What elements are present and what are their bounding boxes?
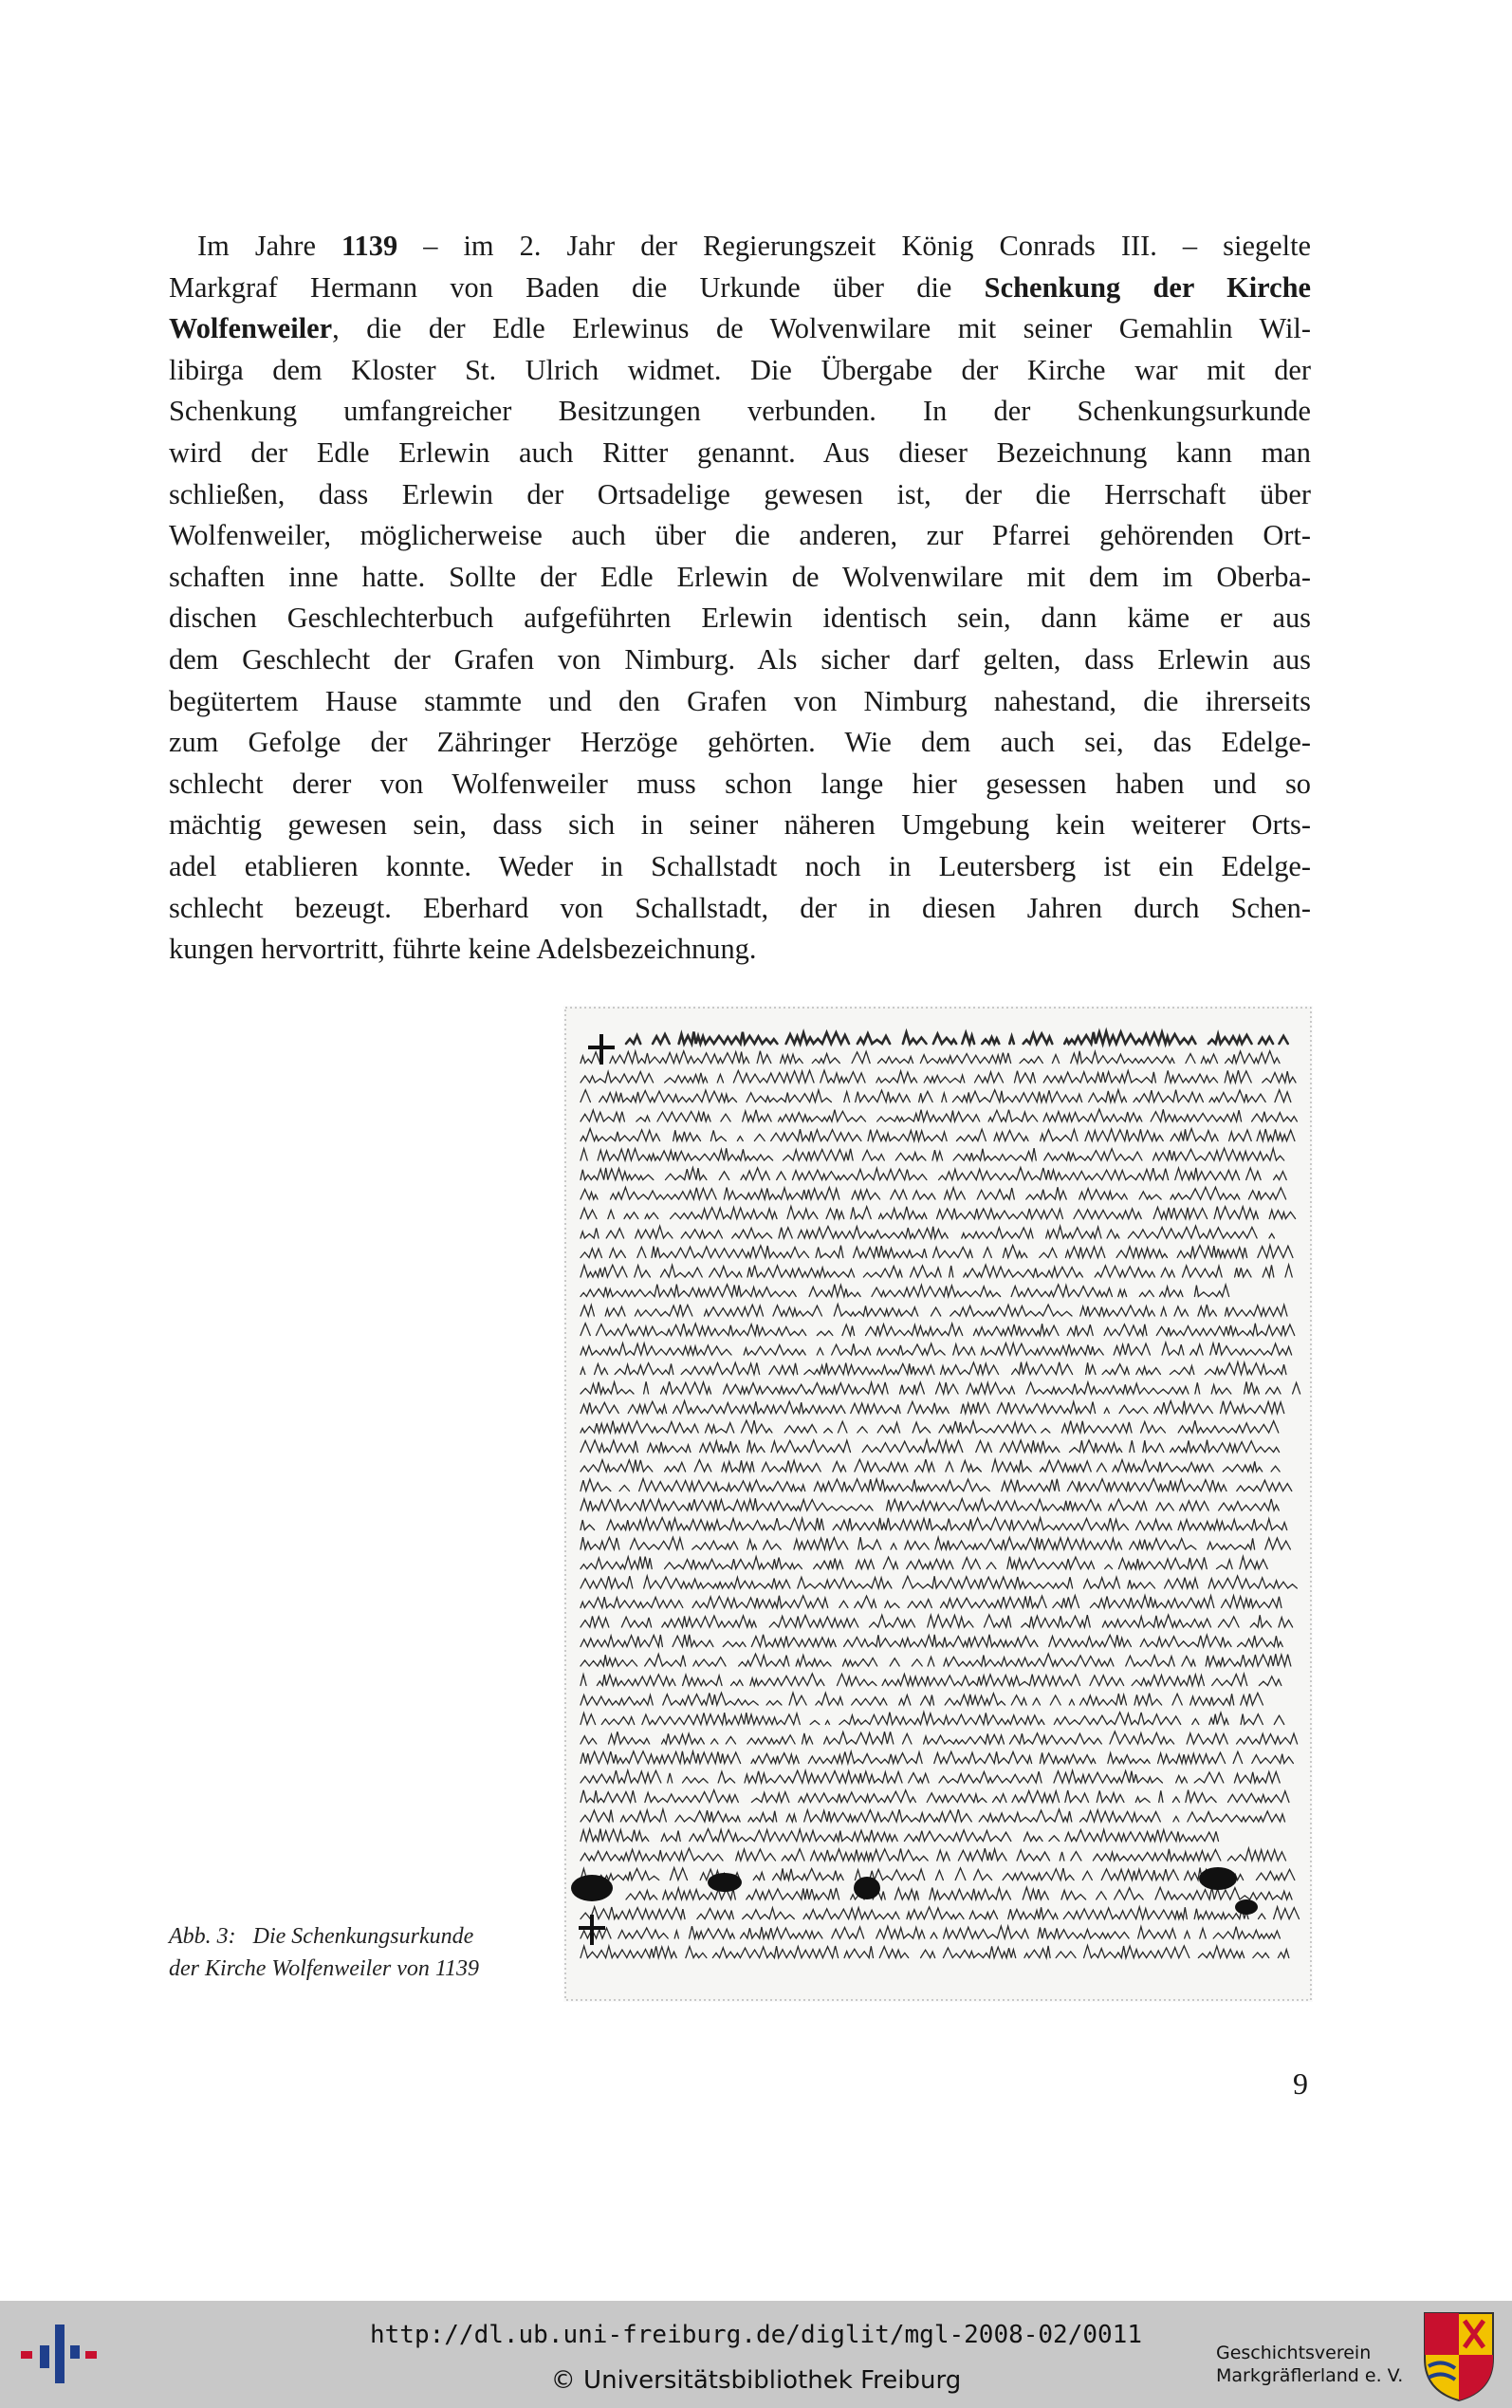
paragraph-line xyxy=(169,433,1311,474)
text-run: Schenkung umfangreicher Besitzungen verbunden. In der Schenkungsurkunde xyxy=(169,395,1311,428)
bold-text-run: Schenkung der Kirche xyxy=(984,270,1311,304)
paragraph-line xyxy=(169,598,1311,639)
paragraph-line xyxy=(169,888,1311,930)
society-line-2: Markgräflerland e. V. xyxy=(1216,2365,1404,2386)
text-run: – im 2. Jahr der Regierungszeit König Conrads III. – siegelte xyxy=(397,230,1311,262)
paragraph-line xyxy=(169,391,1311,433)
footer-url-link[interactable]: http://dl.ub.uni-freiburg.de/diglit/mgl-2008-02/0011 xyxy=(370,2321,1142,2349)
text-run: schaften inne hatte. Sollte der Edle Erlewin de Wolvenwilare mit dem im Oberba- xyxy=(169,560,1311,593)
text-run: zum Gefolge der Zähringer Herzöge gehörten. Wie dem auch sei, das Edelge- xyxy=(169,726,1311,759)
paragraph-line xyxy=(169,515,1311,557)
text-run: libirga dem Kloster St. Ulrich widmet. Die Übergabe der Kirche war mit der xyxy=(169,353,1311,386)
paragraph-line xyxy=(169,764,1311,806)
paragraph-line xyxy=(169,681,1311,723)
manuscript-image xyxy=(563,1006,1313,2002)
caption-line-1: Abb. 3: Die Schenkungsurkunde xyxy=(169,1924,474,1949)
caption-line-2: der Kirche Wolfenweiler von 1139 xyxy=(169,1956,480,1981)
text-run: , die der Edle Erlewinus de Wolvenwilare mit seiner Gemahlin Wil- xyxy=(332,312,1311,345)
text-run: wird der Edle Erlewin auch Ritter genannt. Aus dieser Bezeichnung kann man xyxy=(169,435,1311,469)
text-run: adel etablieren konnte. Weder in Schallstadt noch in Leutersberg ist ein Edelge- xyxy=(169,849,1311,882)
paragraph-line xyxy=(169,639,1311,681)
figure-caption xyxy=(169,1920,548,1985)
text-run: dem Geschlecht der Grafen von Nimburg. Als sicher darf gelten, dass Erlewin aus xyxy=(169,642,1311,676)
bold-text-run: Wolfenweiler xyxy=(169,312,333,345)
paragraph-line xyxy=(169,308,1311,350)
society-line-1: Geschichtsverein xyxy=(1216,2343,1372,2363)
text-run: begütertem Hause stammte und den Grafen von Nimburg nahestand, die ihrerseits xyxy=(169,684,1311,717)
paragraph-line xyxy=(169,268,1311,309)
bold-text-run: 1139 xyxy=(341,230,398,262)
text-run: schließen, dass Erlewin der Ortsadelige gewesen ist, der die Herrschaft über xyxy=(169,477,1311,510)
paragraph-line xyxy=(169,846,1311,888)
coat-of-arms-icon xyxy=(1421,2309,1497,2402)
text-run: schlecht derer von Wolfenweiler muss schon lange hier gesessen haben und so xyxy=(169,767,1311,800)
paragraph-line xyxy=(169,929,1311,971)
paragraph-line xyxy=(169,474,1311,516)
paragraph-line xyxy=(169,557,1311,599)
page-number: 9 xyxy=(1293,2066,1308,2101)
paragraph-line xyxy=(169,226,1311,268)
text-run: schlecht bezeugt. Eberhard von Schallstadt, der in diesen Jahren durch Schen- xyxy=(169,891,1311,924)
paragraph-line xyxy=(169,350,1311,392)
text-run: mächtig gewesen sein, dass sich in seiner näheren Umgebung kein weiterer Orts- xyxy=(169,808,1311,842)
text-run: kungen hervortritt, führte keine Adelsbezeichnung. xyxy=(169,933,757,966)
text-run: Wolfenweiler, möglicherweise auch über die anderen, zur Pfarrei gehörenden Ort- xyxy=(169,519,1311,552)
paragraph-line xyxy=(169,805,1311,846)
text-run: Im Jahre xyxy=(197,230,342,262)
body-paragraph xyxy=(169,226,1311,971)
society-name xyxy=(1216,2342,1406,2387)
manuscript-handwriting xyxy=(563,1006,1313,2002)
paragraph-line xyxy=(169,722,1311,764)
footer-copyright: © Universitätsbibliothek Freiburg xyxy=(550,2366,962,2395)
text-run: Markgraf Hermann von Baden die Urkunde über die xyxy=(169,270,985,304)
text-run: dischen Geschlechterbuch aufgeführten Erlewin identisch sein, dann käme er aus xyxy=(169,602,1311,635)
